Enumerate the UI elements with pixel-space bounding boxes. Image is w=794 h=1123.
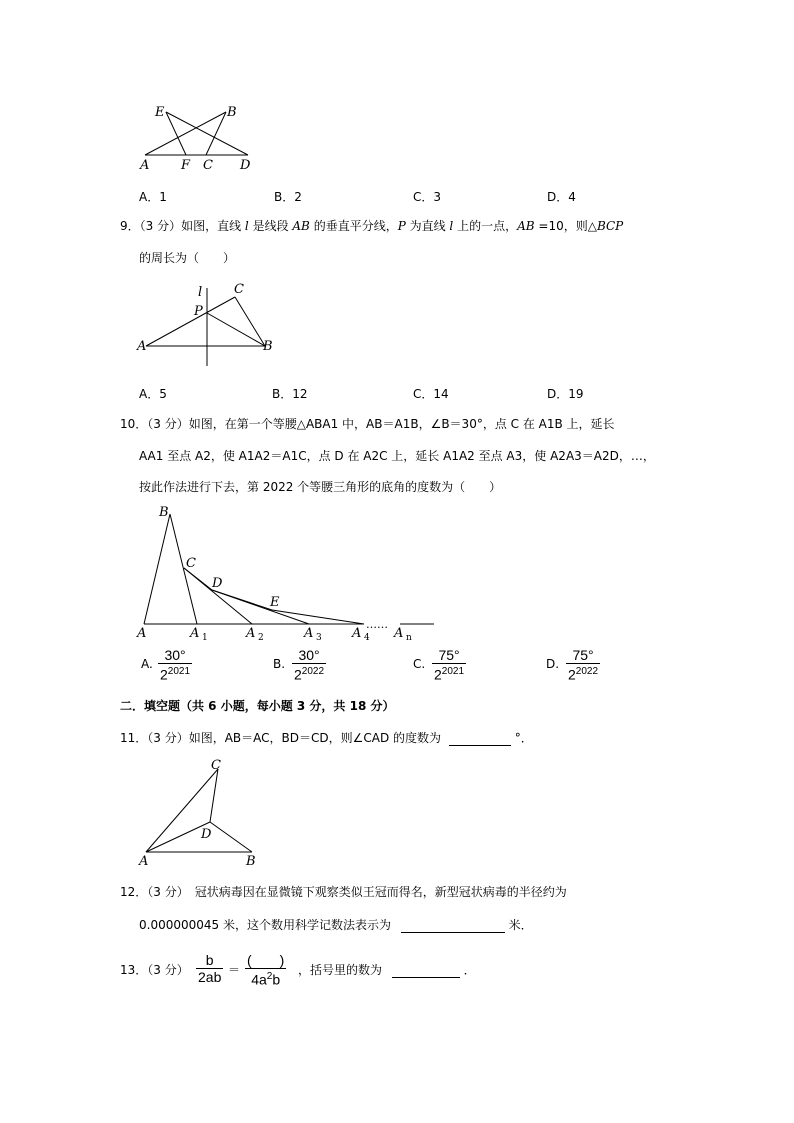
q9-option-c: C．14 [413, 387, 449, 401]
q10-sub-2: 2 [258, 633, 264, 643]
q10-label-A2: A [246, 626, 256, 641]
q8-option-a: A．1 [139, 190, 167, 204]
q12-answer-blank[interactable] [401, 932, 505, 933]
q10-figure [132, 500, 442, 645]
q10-option-d-fraction: $\frac{75^\circ}{2^{2022}}$ [568, 647, 599, 683]
q11-label-A: A [139, 854, 149, 869]
q13-right-fraction: ( ) $4a^2b$ [247, 952, 285, 988]
q13-equals: ＝ [228, 963, 241, 977]
q8-label-D: D [240, 158, 251, 173]
q10-option-a-fraction: $\frac{30^\circ}{2^{2021}}$ [160, 647, 191, 683]
q8-label-E: E [155, 105, 165, 120]
q10-label-A3: A [304, 626, 314, 641]
q13-left-fraction: $\frac{b}{2ab}$ [198, 952, 222, 985]
q10-option-b-fraction: $\frac{30^\circ}{2^{2022}}$ [294, 647, 325, 683]
q11-label-B: B [246, 854, 256, 869]
q8-label-A: A [140, 158, 150, 173]
q9-label-l: l [198, 285, 203, 300]
q12-stem-line2: 0.000000045 米，这个数用科学记数法表示为 米． [139, 918, 533, 932]
q13-suffix: ，括号里的数为 ． [298, 963, 476, 977]
q10-label-C: C [186, 556, 196, 571]
q12-stem-line1: 12．（3 分） 冠状病毒因在显微镜下观察类似王冠而得名，新型冠状病毒的半径约为 [120, 885, 567, 899]
q10-label-A: A [137, 626, 147, 641]
q13-prefix: 13．（3 分） [120, 963, 189, 977]
q10-label-B: B [159, 505, 169, 520]
q10-label-A1: A [190, 626, 200, 641]
section-2-heading: 二．填空题（共 6 小题，每小题 3 分，共 18 分） [120, 699, 395, 713]
q10-label-D: D [212, 576, 223, 591]
q10-option-a-letter: A. [141, 657, 153, 671]
q9-label-B: B [263, 339, 273, 354]
q9-option-b: B．12 [272, 387, 308, 401]
q10-option-c-fraction: $\frac{75^\circ}{2^{2021}}$ [434, 647, 465, 683]
q9-label-P: P [194, 304, 203, 319]
q10-dots: …… [366, 618, 388, 631]
q8-label-F: F [181, 158, 191, 173]
q10-sub-n: n [406, 633, 412, 643]
q10-option-b-letter: B. [273, 657, 286, 671]
q10-stem-line2: AA1 至点 A2，使 A1A2＝A1C，点 D 在 A2C 上，延长 A1A2 至点 A3，使 A2A3＝A2D，…， [139, 449, 655, 463]
q10-sub-3: 3 [316, 633, 322, 643]
q10-stem-line1: 10．（3 分）如图，在第一个等腰△ABA1 中，AB＝A1B，∠B＝30°，点 C 在 A1B 上，延长 [120, 417, 615, 431]
q11-stem: 11．（3 分）如图，AB＝AC，BD＝CD，则∠CAD 的度数为 °． [120, 731, 533, 745]
q8-figure [130, 100, 270, 175]
q10-sub-1: 1 [202, 633, 208, 643]
q10-label-E: E [270, 595, 280, 610]
q8-option-b: B．2 [274, 190, 302, 204]
q11-answer-blank[interactable] [449, 745, 511, 746]
q10-option-c-letter: C. [413, 657, 426, 671]
q11-label-D: D [201, 827, 212, 842]
q9-figure [132, 280, 282, 370]
q10-label-A4: A [352, 626, 362, 641]
q10-option-d-letter: D. [546, 657, 560, 671]
q8-label-B: B [227, 105, 237, 120]
q9-option-a: A．5 [139, 387, 167, 401]
q11-figure [134, 755, 264, 870]
q9-stem-line2: 的周长为（ ） [139, 251, 236, 265]
q13-answer-blank[interactable] [392, 977, 460, 978]
q9-stem-line1: 9．（3 分）如图，直线 l 是线段 AB 的垂直平分线，P 为直线 l 上的一点，AB =10，则△BCP [120, 219, 624, 233]
q9-label-A: A [137, 339, 147, 354]
q9-option-d: D．19 [547, 387, 584, 401]
q9-label-C: C [234, 282, 244, 297]
q8-label-C: C [203, 158, 213, 173]
q8-option-d: D．4 [547, 190, 576, 204]
q10-stem-line3: 按此作法进行下去，第 2022 个等腰三角形的底角的度数为（ ） [139, 480, 502, 494]
q11-label-C: C [211, 758, 221, 773]
q10-sub-4: 4 [364, 633, 370, 643]
q10-label-An: A [394, 626, 404, 641]
q8-option-c: C．3 [413, 190, 442, 204]
